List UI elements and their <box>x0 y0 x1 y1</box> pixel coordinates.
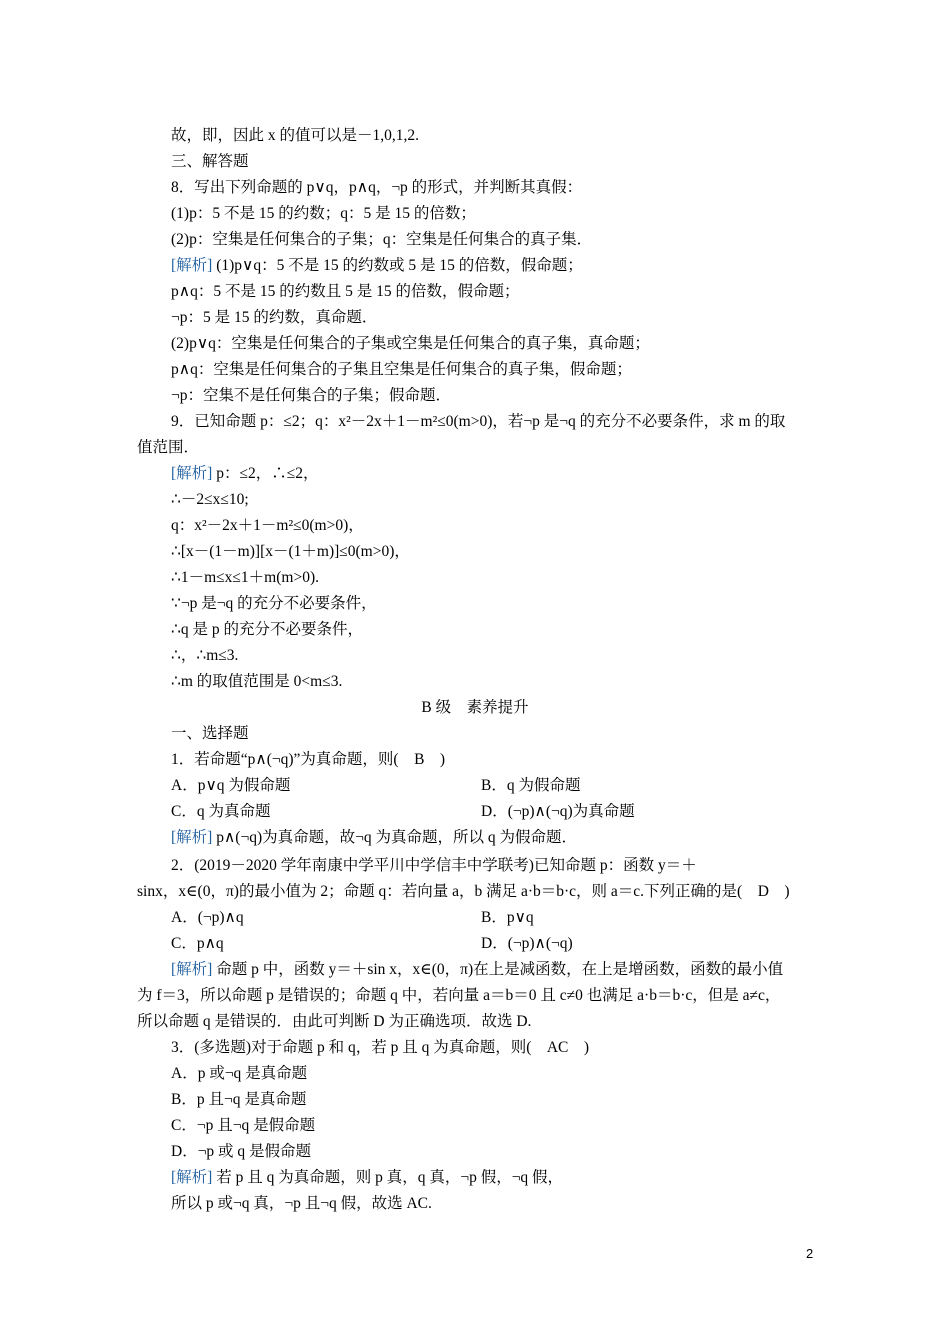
text-line <box>137 986 780 1006</box>
line-text: p∧q：空集是任何集合的子集且空集是任何集合的真子集，假命题； <box>171 361 632 378</box>
text-line <box>171 1090 306 1110</box>
text-line <box>171 1064 307 1084</box>
line-text: p∧q：5 不是 15 的约数且 5 是 15 的倍数，假命题； <box>171 283 520 300</box>
line-text: ∴q 是 p 的充分不必要条件， <box>171 621 363 638</box>
text-line <box>171 230 592 250</box>
analysis-tag: [解析] <box>171 257 213 274</box>
line-text: ∴m 的取值范围是 0<m≤3. <box>171 673 343 690</box>
text-line <box>171 386 451 406</box>
line-text: D．(¬p)∧(¬q)为真命题 <box>481 803 635 820</box>
line-text: 所以命题 q 是错误的．由此可判断 D 为正确选项．故选 D. <box>137 1013 532 1030</box>
line-text: ∴，∴m≤3. <box>171 647 239 664</box>
line-text: A．p 或¬q 是真命题 <box>171 1065 308 1082</box>
text-line <box>171 646 238 666</box>
text-line <box>171 178 582 198</box>
text-line <box>171 412 785 432</box>
text-line <box>171 672 342 692</box>
text-line <box>137 438 199 458</box>
line-text: 一、选择题 <box>171 725 249 742</box>
line-text: D．(¬p)∧(¬q) <box>481 935 573 952</box>
section-heading: B 级 素养提升 <box>421 699 529 716</box>
text-line <box>171 934 224 954</box>
line-text: 三、解答题 <box>171 153 249 170</box>
line-text: A．p∨q 为假命题 <box>171 777 291 794</box>
text-line <box>171 490 249 510</box>
line-text: D．¬p 或 q 是假命题 <box>171 1143 312 1160</box>
line-text: ∴[x－(1－m)][x－(1＋m)]≤0(m>0)， <box>171 543 410 560</box>
line-text: B．p∨q <box>481 909 534 926</box>
text-line <box>171 908 244 928</box>
line-text: ¬p：5 是 15 的约数，真命题． <box>171 309 378 326</box>
line-text: C．¬p 且¬q 是假命题 <box>171 1117 316 1134</box>
line-text: 故，即，因此 x 的值可以是－1,0,1,2. <box>171 127 420 144</box>
line-text: 3．(多选题)对于命题 p 和 q，若 p 且 q 为真命题，则( AC ) <box>171 1039 590 1056</box>
text-line <box>481 934 573 954</box>
text-line <box>171 594 377 614</box>
text-line <box>171 568 319 588</box>
line-text: ∵¬p 是¬q 的充分不必要条件， <box>171 595 377 612</box>
text-line <box>171 1168 563 1188</box>
text-line <box>171 256 583 276</box>
line-text: 命题 p 中，函数 y＝＋sin x，x∈(0，π)在上是减函数，在上是增函数，函数的最小值 <box>212 961 784 978</box>
analysis-tag: [解析] <box>171 1169 213 1186</box>
text-line <box>171 204 476 224</box>
text-line <box>171 464 318 484</box>
line-text: 2．(2019－2020 学年南康中学平川中学信丰中学联考)已知命题 p：函数 y＝＋ <box>171 857 697 874</box>
analysis-tag: [解析] <box>171 961 213 978</box>
text-line <box>171 960 783 980</box>
text-line <box>171 542 410 562</box>
text-line <box>481 776 580 796</box>
line-text: B．p 且¬q 是真命题 <box>171 1091 307 1108</box>
text-line <box>171 1038 589 1058</box>
line-text: 为 f＝3，所以命题 p 是错误的；命题 q 中，若向量 a＝b＝0 且 c≠0 也满足 a·b＝b·c，但是 a≠c， <box>137 987 781 1004</box>
text-line <box>171 776 290 796</box>
line-text: A．(¬p)∧q <box>171 909 244 926</box>
text-line <box>171 360 632 380</box>
analysis-tag: [解析] <box>171 465 213 482</box>
text-line <box>171 1194 432 1214</box>
text-line <box>171 802 270 822</box>
line-text: (2)p∨q：空集是任何集合的子集或空集是任何集合的真子集，真命题； <box>171 335 650 352</box>
line-text: 所以 p 或¬q 真，¬p 且¬q 假，故选 AC. <box>171 1195 432 1212</box>
text-line <box>171 152 249 172</box>
text-line <box>137 1012 531 1032</box>
line-text: 若 p 且 q 为真命题，则 p 真，q 真，¬p 假，¬q 假， <box>212 1169 564 1186</box>
line-text: ¬p：空集不是任何集合的子集；假命题． <box>171 387 451 404</box>
text-line <box>171 516 364 536</box>
text-line <box>171 1142 311 1162</box>
line-text: q：x²－2x＋1－m²≤0(m>0)， <box>171 517 364 534</box>
line-text: 8．写出下列命题的 p∨q，p∧q，¬p 的形式，并判断其真假： <box>171 179 583 196</box>
line-text: C．p∧q <box>171 935 224 952</box>
line-text: (1)p∨q：5 不是 15 的约数或 5 是 15 的倍数，假命题； <box>212 257 583 274</box>
text-line <box>171 724 249 744</box>
text-line <box>171 750 445 770</box>
text-line <box>171 126 419 146</box>
line-text: p：≤2，∴≤2， <box>212 465 319 482</box>
page-number: 2 <box>806 1246 814 1261</box>
line-text: sinx，x∈(0，π)的最小值为 2；命题 q：若向量 a，b 满足 a·b＝b·c，则 a＝c.下列正确的是( D ) <box>137 883 790 900</box>
line-text: p∧(¬q)为真命题，故¬q 为真命题，所以 q 为假命题． <box>212 829 577 846</box>
line-text: (1)p：5 不是 15 的约数；q：5 是 15 的倍数； <box>171 205 476 222</box>
text-line <box>171 1116 315 1136</box>
line-text: 值范围． <box>137 439 200 456</box>
text-line <box>171 308 377 328</box>
text-line <box>481 802 635 822</box>
line-text: C．q 为真命题 <box>171 803 271 820</box>
text-line <box>171 282 519 302</box>
line-text: (2)p：空集是任何集合的子集；q：空集是任何集合的真子集． <box>171 231 593 248</box>
line-text: 1．若命题“p∧(¬q)”为真命题，则( B ) <box>171 751 446 768</box>
text-line <box>171 828 577 848</box>
line-text: 9．已知命题 p：≤2；q：x²－2x＋1－m²≤0(m>0)，若¬p 是¬q 的充分不必要条件，求 m 的取 <box>171 413 786 430</box>
text-line <box>137 882 790 902</box>
text-line <box>481 908 534 928</box>
analysis-tag: [解析] <box>171 829 213 846</box>
line-text: B．q 为假命题 <box>481 777 581 794</box>
text-line <box>171 620 363 640</box>
line-text: ∴－2≤x≤10; <box>171 491 249 508</box>
text-line <box>171 856 697 876</box>
text-line <box>171 334 650 354</box>
line-text: ∴1－m≤x≤1＋m(m>0). <box>171 569 319 586</box>
